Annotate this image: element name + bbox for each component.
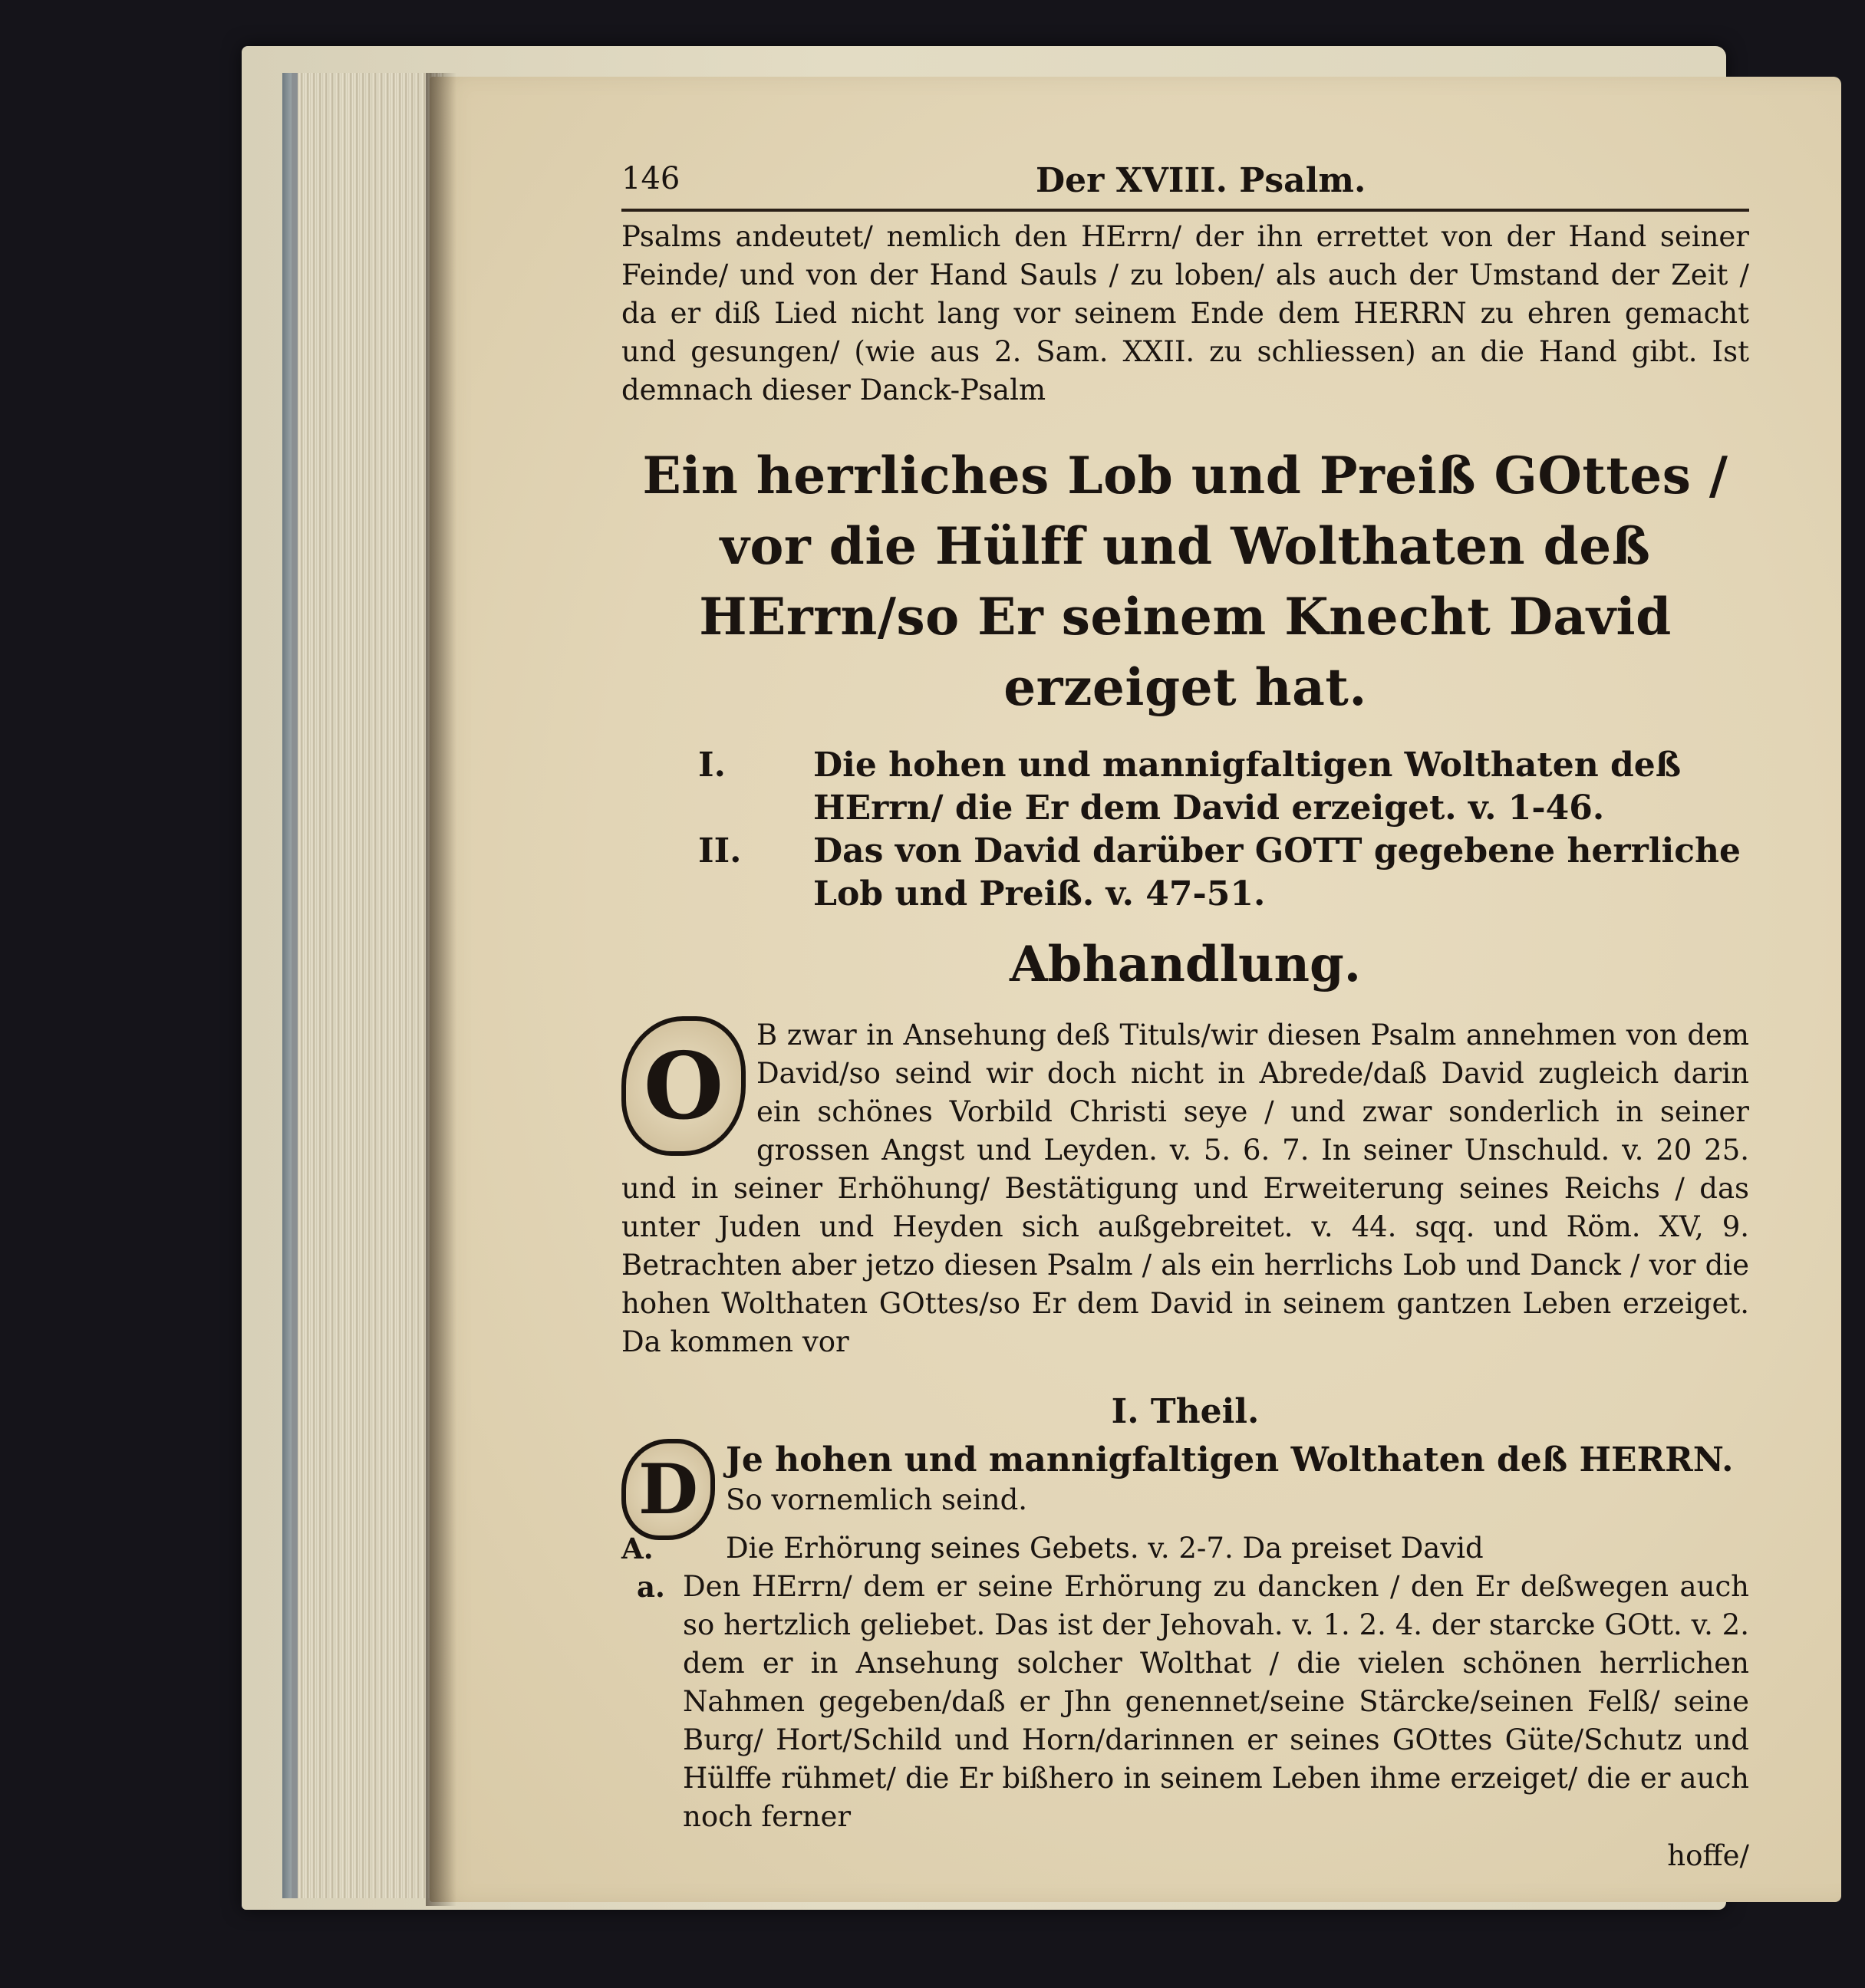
psalm-title: Ein herrliches Lob und Preiß GOttes / vor die Hülff und Wolthaten deß HErrn/so Er seinem Knecht David erzeiget hat. bbox=[642, 446, 1728, 717]
part-lead-text: Je hohen und mannigfaltigen Wolthaten deß HERRN. bbox=[726, 1440, 1734, 1479]
gutter-shadow bbox=[426, 73, 456, 1906]
abhandlung-text: B zwar in Ansehung deß Tituls/wir diesen Psalm annehmen von dem David/so seind wir doch nicht in Abrede/daß David zugleich darin ein schönes Vorbild Christi seye / und zwar sonderlich in seiner grossen Angst und Leyden. v. 5. 6. 7. In seiner Unschuld. v. 20 25. und in seiner Erhöhung/ Bestätigung und Erweiterung seines Reichs / das unter Juden und Heyden sich außgebreitet. v. 44. sqq. und Röm. XV, 9. Betrachten aber jetzo diesen Psalm / als ein herrlichs Lob und Danck / vor die hohen Wolthaten GOttes/so Er dem David in seinem gantzen Leben erzeiget. Da kommen vor bbox=[621, 1019, 1749, 1358]
division-item bbox=[621, 830, 1749, 916]
running-head bbox=[621, 161, 1749, 215]
division-text: Die hohen und mannigfaltigen Wolthaten deß HErrn/ die Er dem David erzeiget. v. 1-46. bbox=[813, 746, 1682, 828]
page-edges bbox=[292, 73, 443, 1898]
book-page bbox=[430, 77, 1841, 1902]
division-number: I. bbox=[698, 746, 726, 785]
part-heading: I. Theil. bbox=[1111, 1392, 1260, 1431]
page-number: 146 bbox=[621, 161, 680, 196]
intro-paragraph: Psalms andeutet/ nemlich den HErrn/ der ihn errettet von der Hand seiner Feinde/ und von der Hand Sauls / zu loben/ als auch der Umstand der Zeit / da er diß Lied nicht lang vor seinem Ende dem HERRN zu ehren gemacht und gesungen/ (wie aus 2. Sam. XXII. zu schliessen) an die Hand gibt. Ist demnach dieser Danck-Psalm bbox=[621, 220, 1749, 406]
section-heading: Abhandlung. bbox=[1009, 936, 1362, 993]
decorated-initial: D bbox=[621, 1439, 715, 1540]
running-title: Der XVIII. Psalm. bbox=[1036, 161, 1366, 200]
outline-item bbox=[621, 1529, 1749, 1568]
outline-item bbox=[621, 1568, 1749, 1836]
outline-list bbox=[621, 1529, 1749, 1836]
part-subtext: So vornemlich seind. bbox=[726, 1483, 1028, 1516]
page-content bbox=[621, 161, 1749, 1872]
part-lead-block bbox=[621, 1439, 1749, 1530]
outline-text: Den HErrn/ dem er seine Erhörung zu dancken / den Er deßwegen auch so hertzlich geliebet. Das ist der Jehovah. v. 1. 2. 4. der starcke GOtt. v. 2. dem er in Ansehung solcher Wolthat / die vielen schönen herrlichen Nahmen gegeben/daß er Jhn genennet/seine Stärcke/seinen Felß/ seine Burg/ Hort/Schild und Horn/darinnen er seines GOttes Güte/Schutz und Hülffe rühmet/ die Er bißhero in seinem Leben ihme erzeiget/ die er auch noch ferner bbox=[683, 1570, 1749, 1833]
division-item bbox=[621, 744, 1749, 830]
header-rule bbox=[621, 209, 1749, 212]
abhandlung-paragraph bbox=[621, 1016, 1749, 1361]
outline-text: Die Erhörung seines Gebets. v. 2-7. Da preiset David bbox=[726, 1532, 1484, 1565]
catchword: hoffe/ bbox=[1667, 1839, 1749, 1872]
outline-label: A. bbox=[621, 1532, 654, 1565]
division-number: II. bbox=[698, 831, 742, 871]
outline-label: a. bbox=[637, 1570, 665, 1604]
division-text: Das von David darüber GOTT gegebene herrliche Lob und Preiß. v. 47-51. bbox=[813, 831, 1741, 913]
decorated-initial: O bbox=[621, 1016, 746, 1156]
